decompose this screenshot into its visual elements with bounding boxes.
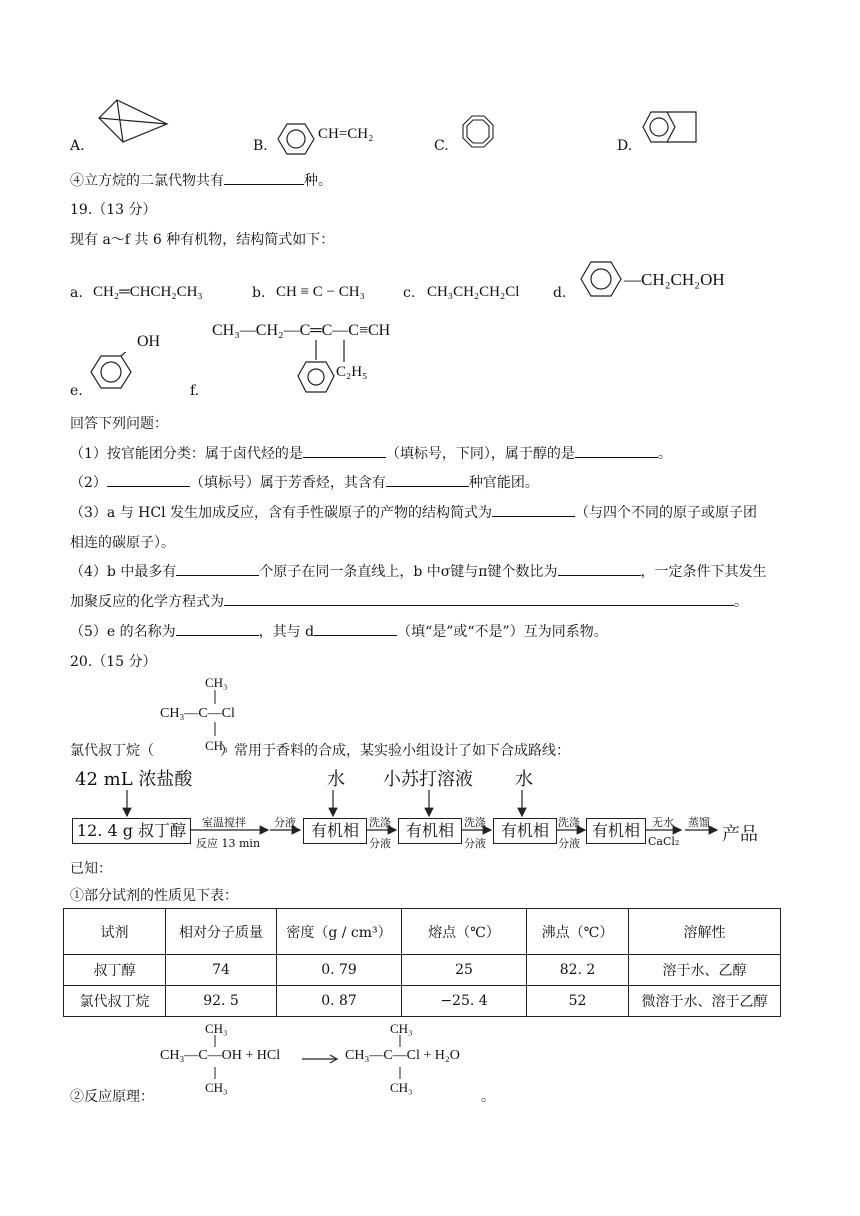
table-header-row [64,909,781,955]
end-mark: 。 [481,1089,495,1105]
final-product: 产品 [722,824,758,845]
lhs-ch3-bottom: CH₃ [205,1080,228,1095]
answer-blank[interactable] [176,621,259,636]
q19-part4: （4）b 中最多有 个原子在同一条直线上，b 中σ键与π键个数比为 ，一定条件下其发生 [70,561,767,581]
q19-part5: （5）e 的名称为 ，其与 d （填“是”或“不是”）互为同系物。 [70,621,608,641]
cyclooctatetraene-structure [460,114,496,150]
table-header: 熔点（℃） [402,909,527,955]
reaction-label: ②反应原理： [70,1089,154,1105]
rhs-ch3-bottom: CH₃ [390,1080,413,1095]
table-cell: 叔丁醇 [64,955,166,986]
q20-intro: 氯代叔丁烷（ ）常用于香料的合成，某实验小组设计了如下合成路线： [70,743,570,759]
answer-blank[interactable] [575,443,658,458]
benzene-ring-icon [580,260,624,298]
q19-part3: （3）a 与 HCl 发生加成反应，含有手性碳原子的产物的结构简式为 （与四个不同的原子或原子团 [70,502,757,522]
answer-blank[interactable] [558,561,641,576]
table-cell: 氯代叔丁烷 [64,986,166,1017]
organic-phase-box-4: 有机相 [586,818,646,844]
compound-b-label: b. [252,285,266,301]
table-cell: 52 [527,986,629,1017]
q19-part2: （2） （填标号）属于芳香烃，其含有 种官能团。 [70,472,539,492]
table-cell: 0. 79 [277,955,402,986]
reagent-property-table [63,908,781,1017]
reagent-water-2: 水 [515,769,533,790]
table-cell: 溶于水、乙醇 [629,955,781,986]
q18-item4: ④立方烷的二氯代物共有 种。 [70,170,332,190]
phenol-oh: OH [137,333,161,350]
table-intro: ①部分试剂的性质见下表： [70,888,238,904]
q19-part4-cont: 加聚反应的化学方程式为 。 [70,591,748,611]
table-header: 相对分子质量 [166,909,277,955]
struct-center: CH₃—C—Cl [160,706,235,721]
organic-phase-box-3: 有机相 [493,818,557,844]
step-separate-1: 分液 [274,816,296,829]
tetrahedrane-structure [95,98,170,146]
struct-ch3-bottom: CH₃ [205,738,228,753]
table-cell: 0. 87 [277,986,402,1017]
step-separate-4: 分液 [558,837,580,850]
step-separate-2: 分液 [369,837,391,850]
benzocyclobutene-structure [640,106,700,152]
answer-intro: 回答下列问题： [70,416,168,432]
compound-f-chain: CH₃—CH₂—C═C—C≡CH [212,322,391,339]
organic-phase-box-1: 有机相 [303,818,367,844]
reagent-baking-soda: 小苏打溶液 [383,769,473,790]
benzene-ring-icon [277,122,317,156]
answer-blank[interactable] [107,472,190,487]
option-c-label: C. [434,138,449,154]
table-cell: 25 [402,955,527,986]
rhs-ch3-top: CH₃ [390,1021,413,1036]
q19-intro: 现有 a～f 共 6 种有机物，结构简式如下： [70,232,335,248]
step-dry: 无水 [652,816,674,829]
step-drying-agent: CaCl₂ [648,835,680,848]
answer-blank[interactable] [386,472,469,487]
table-cell: 74 [166,955,277,986]
compound-d-chain: —CH₂CH₂OH [624,270,725,289]
option-a-label: A. [70,138,85,154]
reagent-hcl: 42 mL 浓盐酸 [75,769,193,790]
answer-blank[interactable] [314,621,397,636]
rhs-vertical-bond [398,1035,402,1081]
option-b-label: B. [253,138,268,154]
q20-header: 20.（15 分） [70,654,157,670]
organic-phase-box-2: 有机相 [398,818,462,844]
compound-b-formula: CH ≡ C − CH₃ [276,284,365,300]
phenol-ring-icon [90,352,134,392]
table-header: 密度（g / cm³） [277,909,402,955]
step-distill: 蒸馏 [688,816,710,829]
lhs-ch3-top: CH₃ [205,1021,228,1036]
reaction-arrow [300,1052,340,1066]
table-row [64,986,781,1017]
table-cell: 82. 2 [527,955,629,986]
compound-a-label: a. [70,285,83,301]
step-wash-2: 洗涤 [464,816,486,829]
compound-f-label: f. [190,383,200,399]
compound-a-formula: CH₂═CHCH₂CH₃ [93,284,203,300]
table-cell: −25. 4 [402,986,527,1017]
compound-c-formula: CH₃CH₂CH₂Cl [427,284,520,300]
styrene-vinyl: CH=CH₂ [318,126,374,142]
known-label: 已知： [70,861,112,877]
compound-c-label: c. [403,285,416,301]
answer-blank[interactable] [303,443,386,458]
reaction-lhs: CH₃—C—OH + HCl [160,1048,281,1063]
table-header: 溶解性 [629,909,781,955]
answer-blank[interactable] [224,170,304,185]
step-wash-1: 洗涤 [369,816,391,829]
reaction-rhs: CH₃—C—Cl + H₂O [345,1048,460,1063]
struct-vertical-bond [213,690,217,740]
start-material-box: 12. 4 g 叔丁醇 [72,818,191,844]
step-separate-3: 分液 [464,837,486,850]
answer-blank[interactable] [176,561,259,576]
q19-part1: （1）按官能团分类：属于卤代烃的是 （填标号，下同），属于醇的是 。 [70,443,672,463]
answer-blank[interactable] [492,502,575,517]
table-header: 沸点（℃） [527,909,629,955]
reagent-water-1: 水 [327,769,345,790]
struct-ch3-top: CH₃ [205,675,228,690]
compound-f-ethyl: C₂H₅ [336,364,368,380]
table-cell: 微溶于水、溶于乙醇 [629,986,781,1017]
step-stir: 室温搅拌 [202,816,246,829]
step-wash-3: 洗涤 [558,816,580,829]
table-row [64,955,781,986]
step-react-time: 反应 13 min [196,837,261,850]
table-cell: 92. 5 [166,986,277,1017]
q19-part3-cont: 相连的碳原子）。 [70,535,175,551]
compound-e-label: e. [70,383,83,399]
option-d-label: D. [617,138,633,154]
compound-d-label: d. [553,285,567,301]
q19-header: 19.（13 分） [70,202,157,218]
answer-blank[interactable] [224,591,734,606]
lhs-vertical-bond [213,1035,217,1081]
table-header: 试剂 [64,909,166,955]
